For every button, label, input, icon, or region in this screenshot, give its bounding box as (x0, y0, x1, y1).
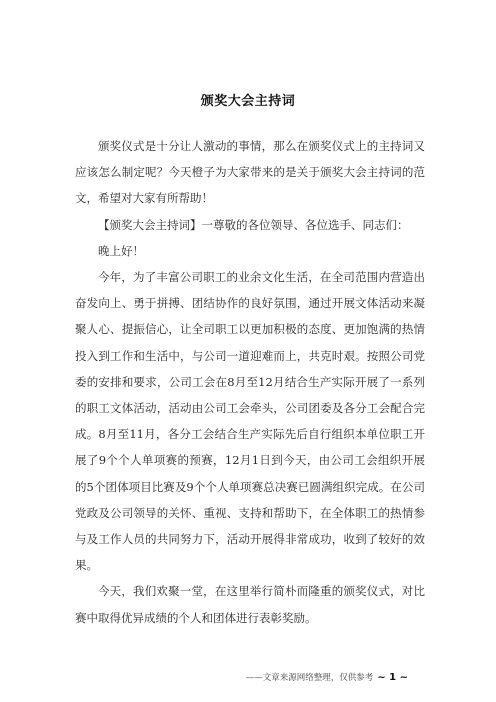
document-body (75, 133, 425, 631)
document-title: 颁奖大会主持词 (200, 94, 296, 109)
paragraph-salutation: 【颁奖大会主持词】一尊敬的各位领导、各位选手、同志们： (98, 217, 409, 232)
paragraph-intro: 颁奖仪式是十分让人激动的事情，那么在颁奖仪式上的主持词又应该怎么制定呢？今天橙子为大家带来的是关于颁奖大会主持词的范文，希望对大家有所帮助！ (75, 139, 425, 206)
paragraph-greeting: 晚上好！ (98, 243, 144, 258)
paragraph-closing: 今天，我们欢聚一堂，在这里举行简朴而隆重的颁奖仪式，对比赛中取得优异成绩的个人和团体进行表彰奖励。 (75, 584, 425, 625)
page-number: ~ 1 ~ (377, 672, 408, 683)
page-footer (246, 671, 408, 683)
paragraph-main: 今年，为了丰富公司职工的业余文化生活，在全司范围内营造出奋发向上、勇于拼搏、团结协作的良好氛围，通过开展文体活动来凝聚人心、提振信心，让全司职工以更加积极的态度、更加饱满的热情投入到工作和生活中，与公司一道迎难而上，共克时艰。按照公司党委的安排和要求，公司工会在8月至12月结合生产实际开展了一系列的职工文体活动，活动由公司工会牵头，公司团委及各分工会配合完成。8月至11月，各分工会结合生产实际先后自行组织本单位职工开展了9个个人单项赛的预赛，12月1日到今天，由公司工会组织开展的5个团体项目比赛及9个个人单项赛总决赛已圆满组织完成。在公司党政及公司领导的关怀、重视、支持和帮助下，在全体职工的热情参与及工作人员的共同努力下，活动开展得非常成功，收到了较好的效果。 (75, 270, 425, 573)
source-note: ——文章来源网络整理，仅供参考 (245, 673, 374, 683)
